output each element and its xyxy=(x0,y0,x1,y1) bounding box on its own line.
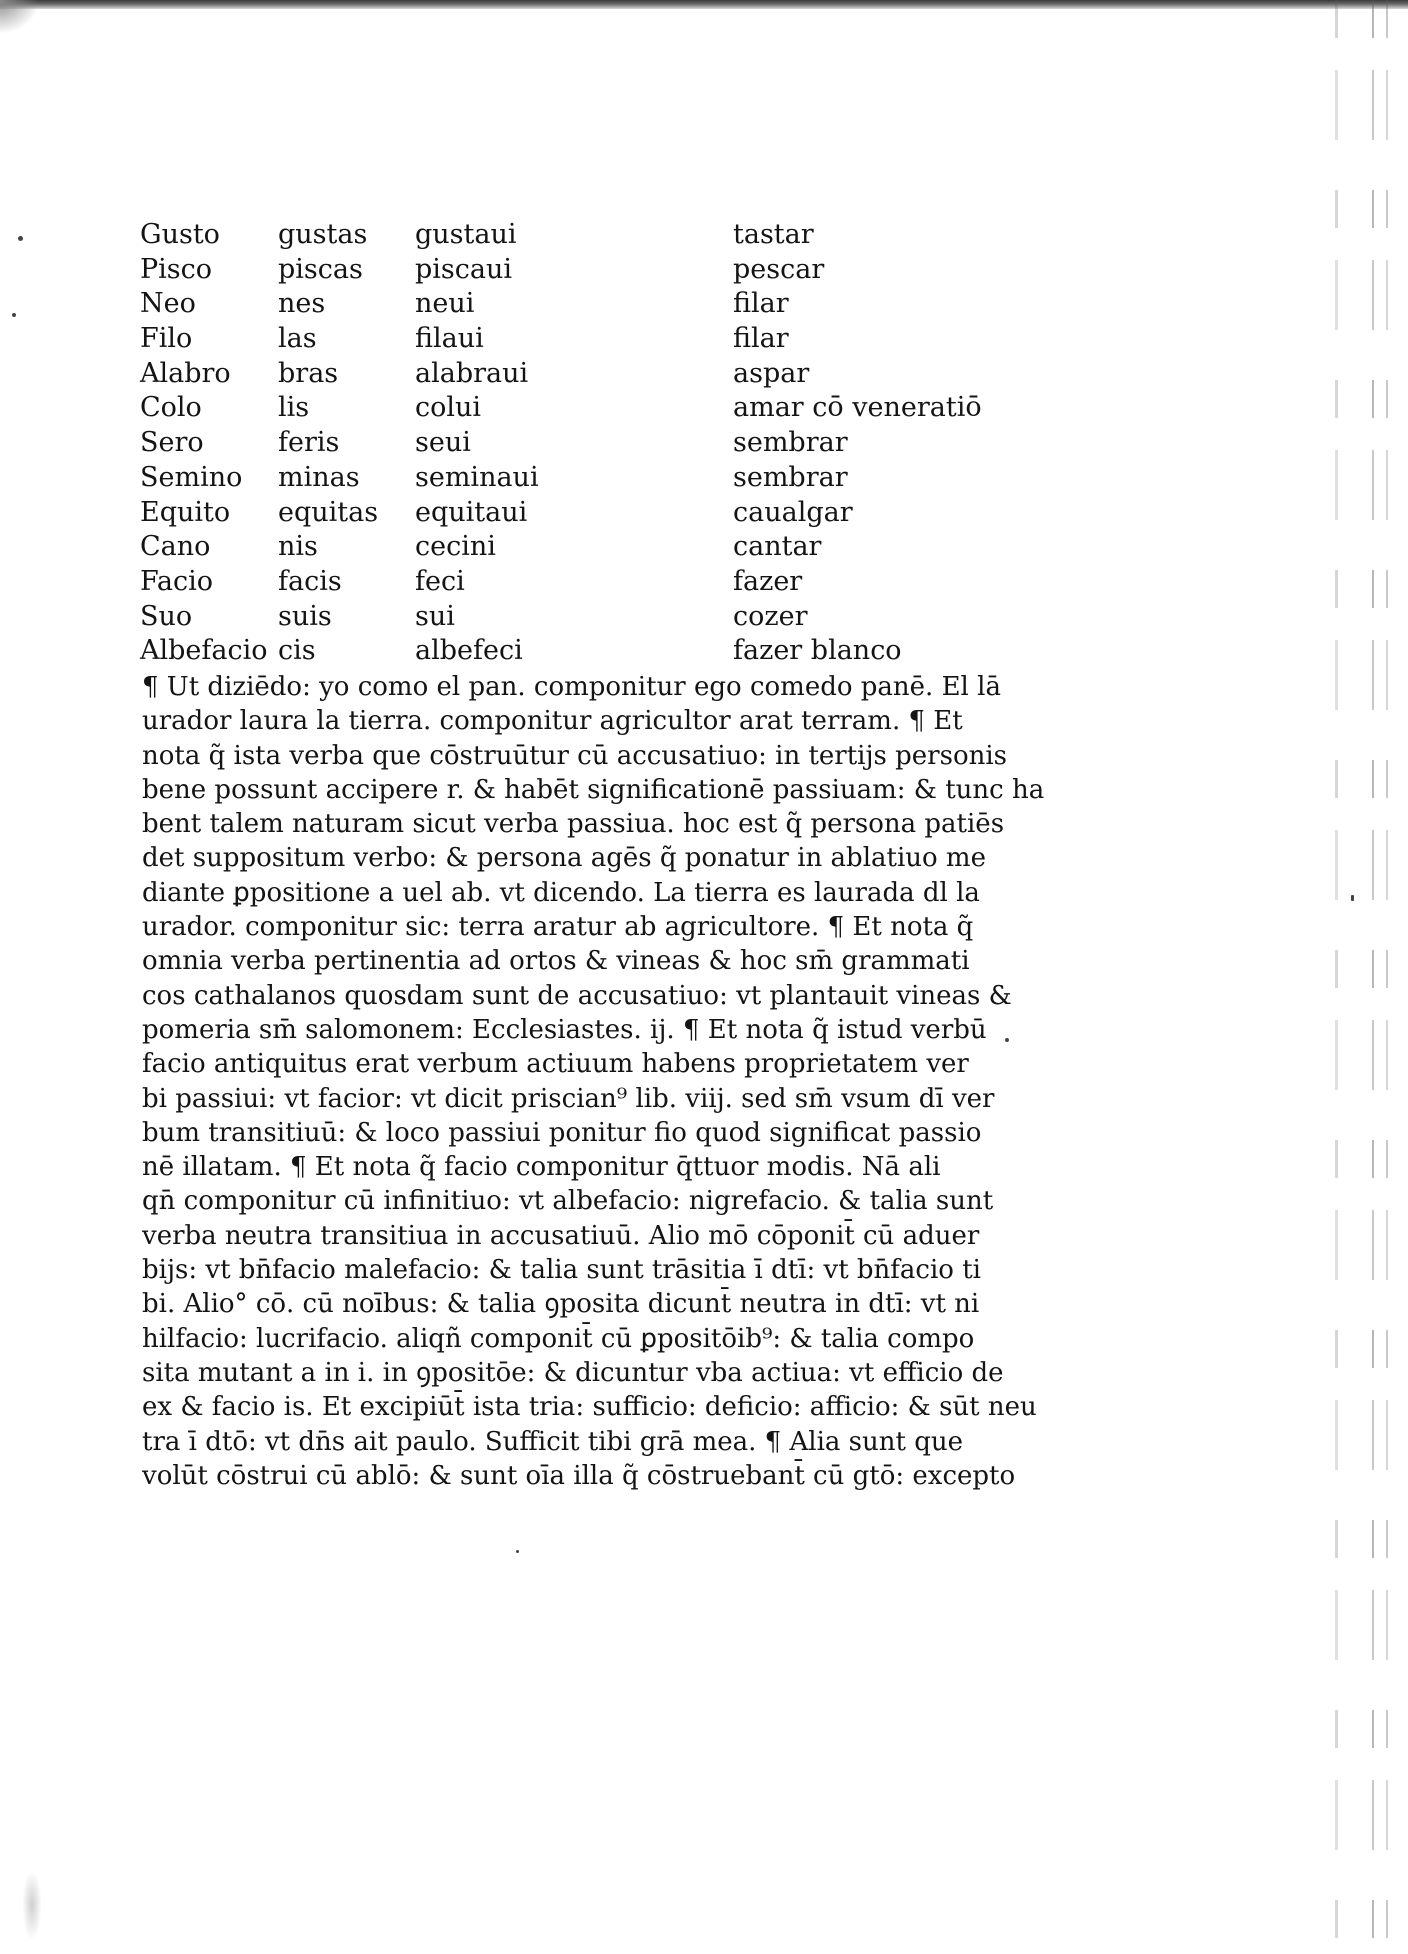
text-line: nota q̃ ista verba que cōstruūtur cū accusatiuo: in tertijs personis xyxy=(142,740,1008,771)
verb-first-person: Pisco xyxy=(140,253,213,285)
verb-first-person: Albefacio xyxy=(140,635,268,667)
text-line: bum transitiuū: & loco passiui ponitur fio quod significat passio xyxy=(142,1117,982,1148)
verb-translation: cozer xyxy=(733,600,808,632)
verb-second-person: piscas xyxy=(278,253,363,285)
verb-first-person: Colo xyxy=(140,392,202,424)
verb-perfect: alabraui xyxy=(415,357,529,389)
text-line: qn̄ componitur cū infinitiuo: vt albefacio: nigrefacio. & talia sunt xyxy=(142,1186,994,1217)
scan-corner-shadow xyxy=(22,1870,42,1940)
verb-perfect: neui xyxy=(415,288,475,320)
verb-second-person: feris xyxy=(278,427,340,459)
text-line: tra ī dtō: vt dn̄s ait paulo. Sufficit tibi grā mea. ¶ Alia sunt que xyxy=(142,1426,963,1457)
text-line: urador laura la tierra. componitur agricultor arat terram. ¶ Et xyxy=(142,706,963,737)
verb-second-person: nes xyxy=(278,288,326,320)
verb-perfect: albefeci xyxy=(415,635,523,667)
verb-perfect: piscaui xyxy=(415,253,513,285)
verb-translation: sembrar xyxy=(733,427,848,459)
scan-edge-shadow xyxy=(1372,0,1374,1954)
text-line: diante ꝑpositione a uel ab. vt dicendo. La tierra es laurada dl la xyxy=(142,877,980,908)
verb-perfect: seui xyxy=(415,427,471,459)
text-line: bent talem naturam sicut verba passiua. hoc est q̃ persona patiēs xyxy=(142,809,1005,840)
verb-first-person: Cano xyxy=(140,531,211,563)
text-line: nē illatam. ¶ Et nota q̃ facio componitur q̄ttuor modis. Nā ali xyxy=(142,1152,941,1183)
verb-perfect: cecini xyxy=(415,531,496,563)
verb-perfect: filaui xyxy=(415,323,484,355)
verb-translation: aspar xyxy=(733,357,810,389)
verb-first-person: Facio xyxy=(140,565,214,597)
verb-first-person: Semino xyxy=(140,461,243,493)
verb-second-person: bras xyxy=(278,357,339,389)
verb-second-person: gustas xyxy=(278,219,368,250)
text-line: volūt cōstrui cū ablō: & sunt oīa illa q̃ cōstruebant̄ cū gtō: excepto xyxy=(142,1460,1016,1491)
verb-translation: fazer xyxy=(733,565,803,597)
verb-translation: pescar xyxy=(733,253,825,285)
verb-second-person: cis xyxy=(278,635,316,667)
ink-speck xyxy=(12,313,16,317)
text-line: pomeria sm̄ salomonem: Ecclesiastes. ij. ¶ Et nota q̃ istud verbū xyxy=(142,1014,987,1045)
verb-perfect: equitaui xyxy=(415,496,528,528)
verb-perfect: feci xyxy=(415,565,465,597)
verb-second-person: minas xyxy=(278,461,360,493)
verb-perfect: seminaui xyxy=(415,461,539,493)
verb-perfect: gustaui xyxy=(415,219,517,250)
text-line: bijs: vt bn̄facio malefacio: & talia sunt trāsitia ī dtī: vt bn̄facio ti xyxy=(142,1255,981,1286)
verb-translation: filar xyxy=(733,288,789,320)
verb-translation: cantar xyxy=(733,531,822,563)
text-line: det suppositum verbo: & persona agēs q̃ ponatur in ablatiuo me xyxy=(142,843,986,874)
verb-translation: filar xyxy=(733,323,789,355)
scan-edge-shadow xyxy=(1386,0,1388,1954)
verb-first-person: Alabro xyxy=(140,357,231,389)
text-line: bene possunt accipere r. & habēt significationē passiuam: & tunc ha xyxy=(142,774,1045,805)
verb-first-person: Neo xyxy=(140,288,196,320)
verb-translation: fazer blanco xyxy=(733,635,902,667)
verb-second-person: equitas xyxy=(278,496,379,528)
verb-translation: sembrar xyxy=(733,461,848,493)
verb-second-person: las xyxy=(278,323,317,355)
scan-edge-shadow xyxy=(1335,0,1338,1954)
verb-second-person: suis xyxy=(278,600,332,632)
ink-speck xyxy=(18,236,23,241)
text-line: sita mutant a in i. in ꝯpositōe: & dicuntur vba actiua: vt efficio de xyxy=(142,1357,1004,1388)
commentary-text xyxy=(142,670,1045,1493)
text-line: ex & facio is. Et excipiūt̄ ista tria: sufficio: deficio: afficio: & sūt neu xyxy=(142,1392,1037,1423)
verb-second-person: lis xyxy=(278,392,310,424)
verb-translation: caualgar xyxy=(733,496,853,528)
verb-first-person: Suo xyxy=(140,600,193,632)
text-line: cos cathalanos quosdam sunt de accusatiuo: vt plantauit vineas & xyxy=(142,980,1012,1011)
text-line: facio antiquitus erat verbum actiuum habens proprietatem ver xyxy=(142,1049,969,1080)
ink-speck xyxy=(1351,895,1354,901)
verb-first-person: Sero xyxy=(140,427,204,459)
scan-corner-mark xyxy=(0,0,40,34)
verb-first-person: Equito xyxy=(140,496,231,528)
verb-translation: amar cō veneratiō xyxy=(733,392,982,424)
verb-first-person: Filo xyxy=(140,323,193,355)
text-line: ¶ Ut diziēdo: yo como el pan. componitur ego comedo panē. El lā xyxy=(142,672,1001,702)
verb-first-person: Gusto xyxy=(140,219,220,250)
text-line: omnia verba pertinentia ad ortos & vineas & hoc sm̄ grammati xyxy=(142,946,970,977)
ink-speck xyxy=(516,1550,519,1553)
text-line: urador. componitur sic: terra aratur ab agricultore. ¶ Et nota q̃ xyxy=(142,912,974,943)
verb-translation: tastar xyxy=(733,219,814,250)
verb-perfect: sui xyxy=(415,600,455,632)
verb-second-person: nis xyxy=(278,531,318,563)
text-line: bi passiui: vt facior: vt dicit priscian⁹ lib. viij. sed sm̄ vsum dī ver xyxy=(142,1083,995,1114)
text-line: verba neutra transitiua in accusatiuū. Alio mō cōponit̄ cū aduer xyxy=(142,1220,980,1251)
text-line: hilfacio: lucrifacio. aliqñ componit̄ cū ꝑpositōib⁹: & talia compo xyxy=(142,1323,975,1354)
verb-perfect: colui xyxy=(415,392,482,424)
verb-second-person: facis xyxy=(278,565,342,597)
scan-border-top xyxy=(0,0,1408,9)
ink-speck xyxy=(1005,1038,1009,1042)
text-line: bi. Alio° cō. cū noībus: & talia ꝯposita dicunt̄ neutra in dtī: vt ni xyxy=(142,1289,980,1320)
